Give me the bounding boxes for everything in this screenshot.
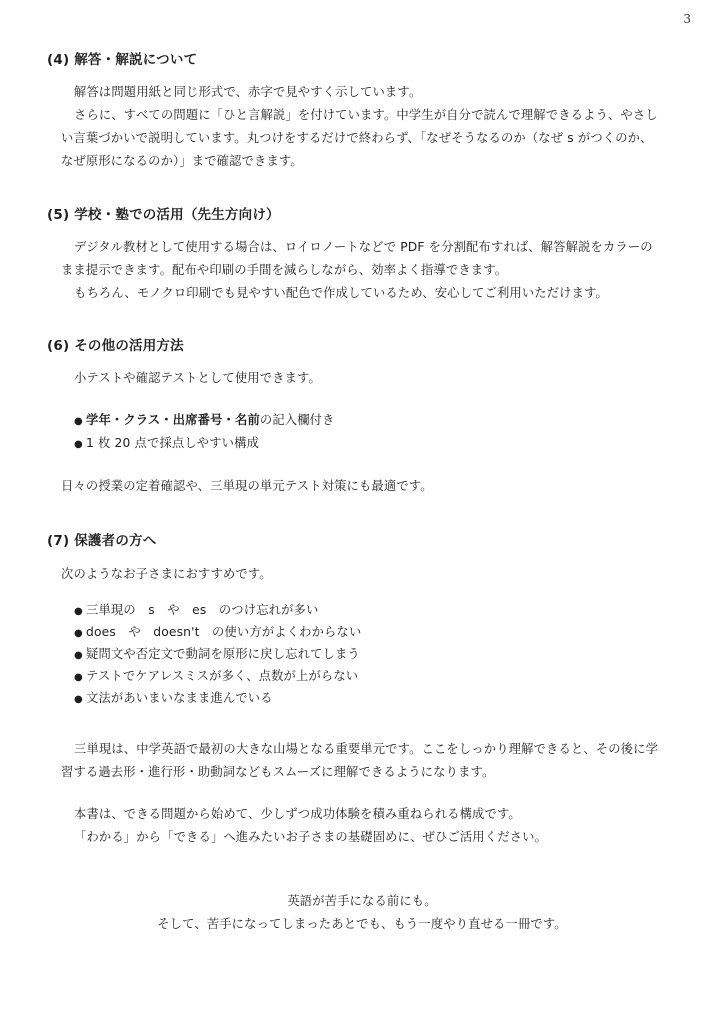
section-7-para-2-line-2: 「わかる」から「できる」へ進みたいお子さまの基礎固めに、ぜひご活用ください。 xyxy=(74,830,547,844)
section-7-bullet-5-text: 文法があいまいなまま進んでいる xyxy=(86,691,273,705)
section-7-intro: 次のようなお子さまにおすすめです。 xyxy=(61,567,272,581)
section-6-outro: 日々の授業の定着確認や、三単現の単元テスト対策にも最適です。 xyxy=(61,479,433,493)
section-7-bullet-3-text: 疑問文や否定文で動詞を原形に戻し忘れてしまう xyxy=(86,647,360,661)
section-4-line-1: 解答は問題用紙と同じ形式で、赤字で見やすく示しています。 xyxy=(74,85,422,99)
section-7-para-2-line-1: 本書は、できる問題から始めて、少しずつ成功体験を積み重ねられる構成です。 xyxy=(74,807,521,821)
section-7-para-1-line-1: 三単現は、中学英語で最初の大きな山場となる重要単元です。ここをしっかり理解できると、その後に学 xyxy=(74,742,659,756)
bullet-icon: ● xyxy=(74,606,83,617)
section-5-line-1: デジタル教材として使用する場合は、ロイロノートなどで PDF を分割配布すれば、解答解説をカラーの xyxy=(74,240,653,254)
closing-line-2: そして、苦手になってしまったあとでも、もう一度やり直せる一冊です。 xyxy=(157,917,567,931)
section-7-heading: (7) 保護者の方へ xyxy=(47,533,157,549)
section-5-line-3: もちろん、モノクロ印刷でも見やすい配色で作成しているため、安心してご利用いただけます。 xyxy=(74,286,608,300)
section-5-heading: (5) 学校・塾での活用（先生方向け） xyxy=(47,207,280,223)
bullet-icon: ● xyxy=(74,694,83,705)
bullet-icon: ● xyxy=(74,650,83,661)
section-6-bullet-1 xyxy=(74,410,335,428)
page-number: 3 xyxy=(683,12,691,26)
section-7-bullet-4-text: テストでケアレスミスが多く、点数が上がらない xyxy=(86,669,359,683)
section-7-bullet-4 xyxy=(74,666,358,684)
section-6-heading: (6) その他の活用方法 xyxy=(47,338,184,354)
section-4-line-4: なぜ原形になるのか）」まで確認できます。 xyxy=(61,154,303,168)
section-7-para-1-line-2: 習する過去形・進行形・助動詞などもスムーズに理解できるようになります。 xyxy=(61,765,495,779)
bullet-icon: ● xyxy=(74,628,83,639)
section-6-bullet-2 xyxy=(74,433,259,451)
section-6-bullet-1-bold: 学年・クラス・出席番号・名前 xyxy=(86,413,260,427)
section-6-intro: 小テストや確認テストとして使用できます。 xyxy=(74,371,321,385)
bullet-icon: ● xyxy=(74,672,83,683)
bullet-icon: ● xyxy=(74,439,83,450)
section-6-bullet-2-text: 1 枚 20 点で採点しやすい構成 xyxy=(86,436,260,450)
section-6-bullet-1-rest: の記入欄付き xyxy=(259,413,335,427)
section-5-line-2: まま提示できます。配布や印刷の手間を減らしながら、効率よく指導できます。 xyxy=(61,263,508,277)
section-4-line-3: い言葉づかいで説明しています。丸つけをするだけで終わらず、「なぜそうなるのか（なぜ s がつくのか、 xyxy=(61,131,653,145)
section-7-bullet-3 xyxy=(74,644,360,662)
section-7-bullet-5 xyxy=(74,688,273,706)
section-7-bullet-1 xyxy=(74,600,318,618)
section-7-bullet-1-text: 三単現の s や es のつけ忘れが多い xyxy=(86,603,319,617)
section-7-bullet-2-text: does や doesn't の使い方がよくわからない xyxy=(86,625,362,639)
section-4-heading: (4) 解答・解説について xyxy=(47,52,198,68)
section-7-bullet-2 xyxy=(74,622,361,640)
closing-line-1: 英語が苦手になる前にも。 xyxy=(287,894,437,908)
bullet-icon: ● xyxy=(74,416,83,427)
section-4-line-2: さらに、すべての問題に「ひと言解説」を付けています。中学生が自分で読んで理解できるよう、やさし xyxy=(74,108,658,122)
